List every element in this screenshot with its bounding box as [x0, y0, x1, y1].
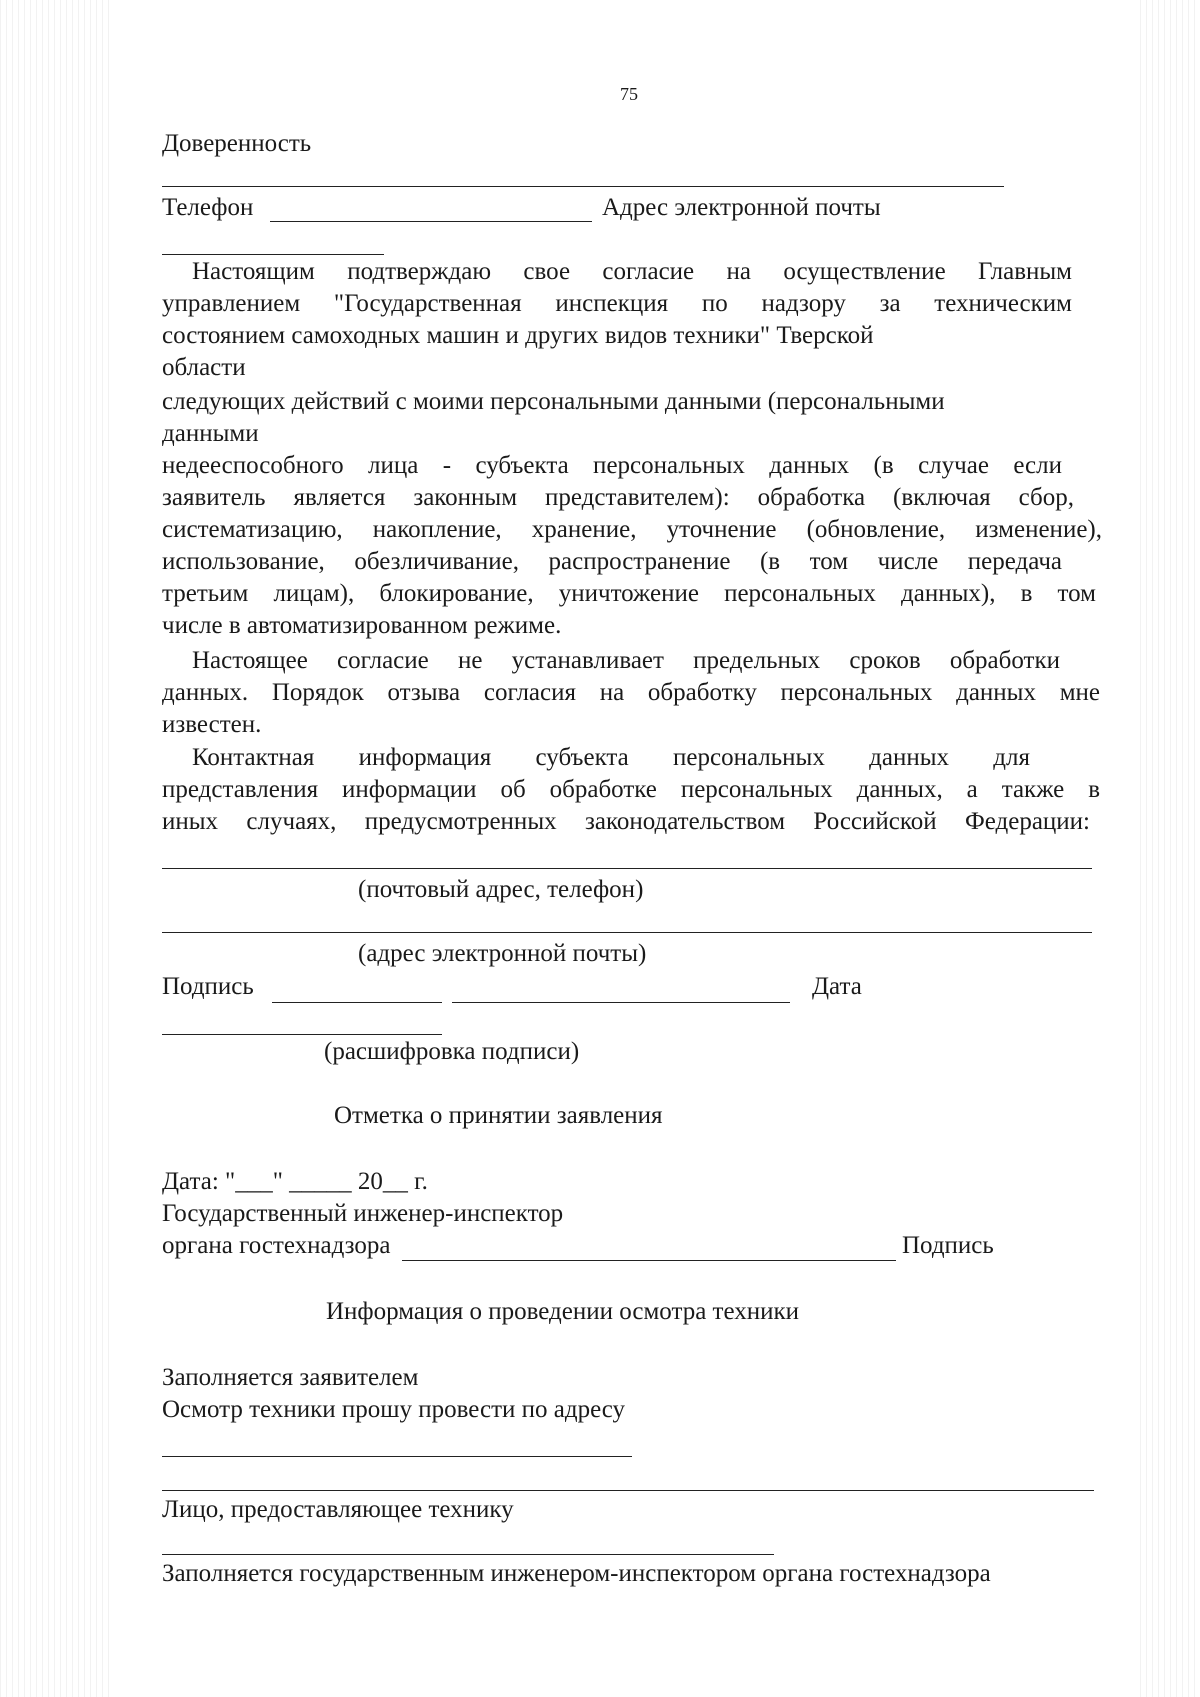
signature-decode-blank-line: [452, 1002, 790, 1003]
signature-label: Подпись: [162, 973, 254, 1000]
postal-caption: (почтовый адрес, телефон): [358, 876, 644, 903]
term-line: известен.: [162, 711, 262, 738]
email-label: Адрес электронной почты: [602, 194, 881, 221]
provider-label: Лицо, предоставляющее технику: [162, 1496, 514, 1523]
acceptance-title: Отметка о принятии заявления: [334, 1102, 663, 1129]
inspector-signature-blank-line: [402, 1260, 896, 1261]
email-caption: (адрес электронной почты): [358, 940, 647, 967]
consent-line: управлением "Государственная инспекция по надзору за техническим: [162, 290, 1072, 317]
consent-line: недееспособного лица - субъекта персональных данных (в случае если: [162, 452, 1062, 479]
decode-caption: (расшифровка подписи): [324, 1038, 580, 1065]
inspection-title: Информация о проведении осмотра техники: [326, 1298, 800, 1325]
consent-line: систематизацию, накопление, хранение, уточнение (обновление, изменение),: [162, 516, 1102, 543]
signature-blank-line: [272, 1002, 442, 1003]
acceptance-date: Дата: "___" _____ 20__ г.: [162, 1168, 428, 1195]
inspection-address-blank-line-2: [162, 1490, 1094, 1491]
contact-line: иных случаях, предусмотренных законодательством Российской Федерации:: [162, 808, 1090, 835]
date-label: Дата: [812, 973, 862, 1000]
scan-noise-left: [0, 0, 110, 1697]
inspector-title-line: Государственный инженер-инспектор: [162, 1200, 564, 1227]
consent-line: состоянием самоходных машин и других видов техники" Тверской: [162, 322, 874, 349]
consent-line: Настоящим подтверждаю свое согласие на осуществление Главным: [192, 258, 1072, 285]
filled-by-applicant: Заполняется заявителем: [162, 1364, 419, 1391]
date-blank-line: [162, 1034, 442, 1035]
term-line: данных. Порядок отзыва согласия на обработку персональных данных мне: [162, 679, 1100, 706]
consent-line: заявитель является законным представителем): обработка (включая сбор,: [162, 484, 1074, 511]
provider-blank-line: [162, 1554, 774, 1555]
consent-line: третьим лицам), блокирование, уничтожение персональных данных), в том: [162, 580, 1096, 607]
consent-line: данными: [162, 420, 259, 447]
email-blank-line: [162, 254, 384, 255]
consent-line: области: [162, 354, 246, 381]
consent-line: использование, обезличивание, распространение (в том числе передача: [162, 548, 1062, 575]
inspector-signature-label: Подпись: [902, 1232, 994, 1259]
term-line: Настоящее согласие не устанавливает предельных сроков обработки: [192, 647, 1060, 674]
contact-line: Контактная информация субъекта персональных данных для: [192, 744, 1030, 771]
inspector-org-line: органа гостехнадзора: [162, 1232, 391, 1259]
consent-line: числе в автоматизированном режиме.: [162, 612, 562, 639]
scan-noise-right: [1140, 0, 1200, 1697]
page-number: 75: [620, 84, 638, 104]
inspection-address-label: Осмотр техники прошу провести по адресу: [162, 1396, 626, 1423]
inspection-address-blank-line: [162, 1456, 632, 1457]
consent-line: следующих действий с моими персональными данными (персональными: [162, 388, 945, 415]
filled-by-inspector: Заполняется государственным инженером-инспектором органа гостехнадзора: [162, 1560, 991, 1587]
contact-line: представления информации об обработке персональных данных, а также в: [162, 776, 1100, 803]
proxy-label: Доверенность: [162, 130, 312, 157]
postal-blank-line: [162, 868, 1092, 869]
email-contact-blank-line: [162, 932, 1092, 933]
proxy-blank-line: [162, 186, 1004, 187]
phone-label: Телефон: [162, 194, 254, 221]
phone-blank-line: [270, 221, 592, 222]
